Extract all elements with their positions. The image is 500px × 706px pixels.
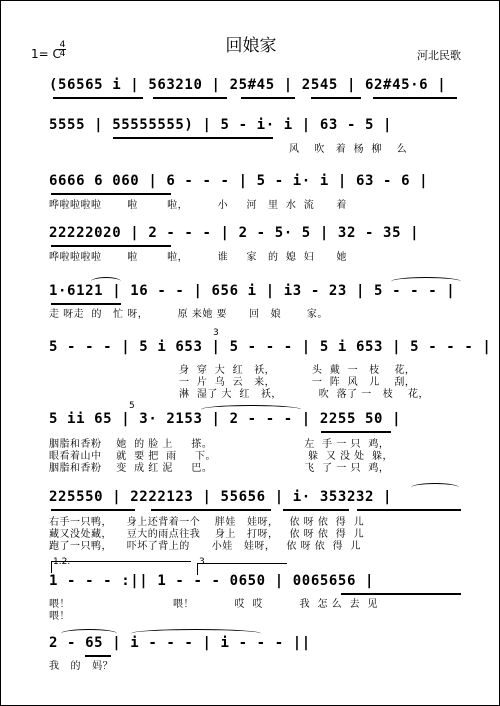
- song-title: 回娘家: [225, 36, 277, 56]
- melody-line-9: 1 - - - :|| 1 - - - 0650 | 0065656 |: [49, 573, 375, 589]
- melody-line-4: 22222020 | 2 - - - | 2 - 5· 5 | 32 - 35 |: [49, 225, 420, 241]
- melody-line-5: 1·6121 | 16 - - | 656 i | i3 - 23 | 5 - - - |: [49, 283, 456, 299]
- volta-second: 3.: [199, 557, 208, 567]
- melody-line-8: 225550 | 2222123 | 55656 | i· 353232 |: [49, 489, 393, 505]
- lyrics-line-6: 身 穿 大 红 袄， 头 戴 一 枝 花， 一 片 乌 云 来， 一 阵 风 儿 刮， 淋 湿了 大 红 袄， 吹 落了 一 枝 花，: [179, 365, 430, 400]
- lyrics-line-7: 胭脂和香粉 她 的 脸 上 搽。 左 手 一 只 鸡， 眼看着山中 就 要 把 雨 下。 躲 又 没 处 躲， 胭脂和香粉 变 成 红 泥 巴。 飞 了 一 只 鸡，: [49, 439, 394, 474]
- score-page: 回娘家 1= C 4 4 河北民歌 (56565 i | 563210 | 25#45 | 2545 | 62#45·6 | 5555 | 55555555) | 5 - i· i | 63 - 5 | 风 吹 着 杨 柳 么 6666 6 060 | 6 - - - | 5 - i· i | 63 - 6 | 哗啦啦啦啦 啦 啦， 小 河 里 水 流 着 22222020 | 2 - - - | 2 - 5· 5 | 32 - 35 | 哗啦啦啦啦 啦 啦， 谁 家 的 媳 妇 她 1·6121 | 16 - - | 656 i | i3 - 23 | 5 - - - | 走 呀走 的 忙 呀， 原 来她 要 回 娘 家。 5 - - - | 5 i 653 | 5 - - - | 5 i 653 | 5 - - - | 3 身 穿 大 红 袄， 头 戴 一 枝 花， 一 片 乌 云 来， 一 阵 风 儿 刮， 淋 湿了 大 红 袄， 吹 落了 一 枝 花， 5 ii 65 | 3· 2153 | 2 - - - | 2255 50 | 5 胭脂和香粉 她 的 脸 上 搽。 左 手 一 只 鸡， 眼看着山中 就 要 把 雨 下。 躲 又 没 处 躲， 胭脂和香粉 变 成 红 泥 巴。 飞 了 一 只 鸡， 225550 | 2222123 | 55656 | i· 353232 | 右手一只鸭， 身上还背着一个 胖娃 娃呀， 依 呀 依 得 儿 藏又没处藏， 豆大的雨点往我 身上 打呀， 依 呀 依 得 儿 跑了一只鸭， 吓坏了背上的 小娃 娃呀， 依 呀 依 得 儿 1.2. 3. 1 - - - :|| 1 - - - 0650 | 0065656 | 喂！ 喂！ 哎 哎 我 怎 么 去 见 喂！ 2 - 65 | i - - - | i - - - || 我 的 妈？: [0, 0, 500, 706]
- lyrics-line-8: 右手一只鸭， 身上还背着一个 胖娃 娃呀， 依 呀 依 得 儿 藏又没处藏， 豆大的雨点往我 身上 打呀， 依 呀 依 得 儿 跑了一只鸭， 吓坏了背上的 小娃 娃呀， 依 呀 依 得 儿: [49, 517, 365, 552]
- volta-first: 1.2.: [53, 557, 71, 567]
- key-signature: 1= C: [31, 47, 61, 61]
- melody-line-10: 2 - 65 | i - - - | i - - - ||: [49, 635, 311, 651]
- time-signature-bottom: 4: [59, 49, 66, 59]
- melody-line-7: 5 ii 65 | 3· 2153 | 2 - - - | 2255 50 |: [49, 411, 402, 427]
- melody-line-1: (56565 i | 563210 | 25#45 | 2545 | 62#45·6 |: [49, 77, 447, 93]
- melody-line-3: 6666 6 060 | 6 - - - | 5 - i· i | 63 - 6 |: [49, 173, 429, 189]
- melody-line-6: 5 - - - | 5 i 653 | 5 - - - | 5 i 653 | 5 - - - |: [49, 339, 492, 355]
- time-signature: [59, 41, 66, 58]
- song-origin: 河北民歌: [417, 49, 461, 62]
- melody-line-2: 5555 | 55555555) | 5 - i· i | 63 - 5 |: [49, 117, 393, 133]
- lyrics-line-9: 喂！ 喂！ 哎 哎 我 怎 么 去 见 喂！: [49, 599, 378, 622]
- time-signature-top: 4: [59, 40, 66, 50]
